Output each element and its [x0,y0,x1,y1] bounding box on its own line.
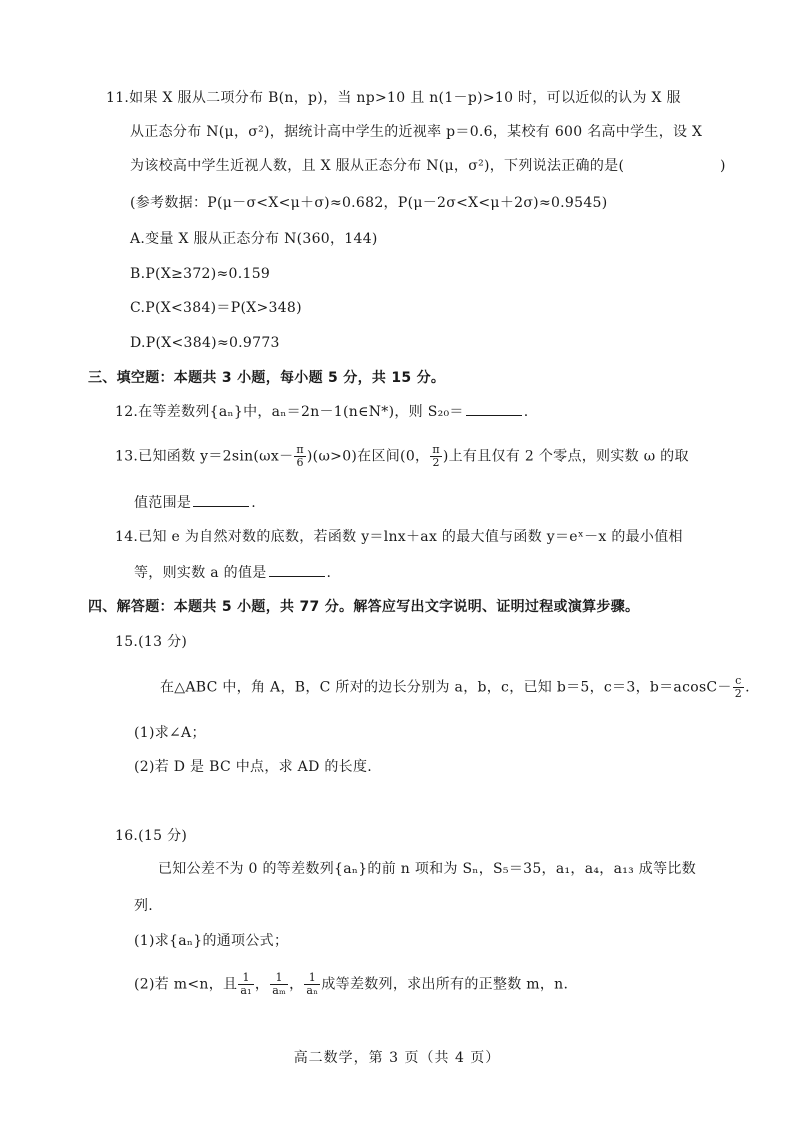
q11-line-2: 从正态分布 N(μ，σ²)，据统计高中学生的近视率 p＝0.6，某校有 600 名高中学生，设 X [130,124,703,140]
q16-sep-2: ， [289,976,304,993]
q16-frac-1-an [304,972,320,997]
q15-frac-den: 2 [734,687,743,700]
q15-frac-num: c [733,675,744,688]
q16-stem-line-1: 已知公差不为 0 的等差数列{aₙ}的前 n 项和为 Sₙ，S₅＝35，a₁，a₄，a₁₃ 成等比数 [158,861,696,877]
q16-frac-1-am [270,972,288,997]
q13-frac2-num: π [432,443,440,456]
q13-frac1-num: π [296,443,304,456]
q16-part-2-text-a: (2)若 m<n，且 [134,976,238,993]
q16-frac3-num: 1 [304,972,320,985]
q14-line-1: 14.已知 e 为自然对数的底数，若函数 y＝lnx＋ax 的最大值与函数 y＝eˣ－x 的最小值相 [115,529,683,545]
q13-frac1-den: 6 [296,456,304,469]
q16-frac2-num: 1 [270,972,288,985]
q16-part-2 [134,972,568,997]
q13-text-c: )上有且仅有 2 个零点，则实数 ω 的取 [442,448,689,465]
q16-frac2-den: aₘ [272,984,287,997]
q16-sep-1: ， [254,976,270,993]
q15-stem-end: . [745,679,750,696]
q13-text-a: 13.已知函数 y＝2sin(ωx－ [115,448,294,465]
q13-answer-blank[interactable] [193,492,249,507]
section-3-title: 三、填空题：本题共 3 小题，每小题 5 分，共 15 分。 [88,370,446,386]
q13-line-2 [134,492,256,513]
q13-frac-pi-2 [430,444,442,469]
q15-part-1: (1)求∠A； [134,725,206,741]
q11-option-b: B.P(X≥372)≈0.159 [130,266,271,282]
page-footer: 高二数学，第 3 页（共 4 页） [293,1050,501,1066]
q13-text-b: )(ω>0)在区间(0， [306,448,430,465]
q16-part-1: (1)求{aₙ}的通项公式； [134,933,289,949]
q15-stem-text: 在△ABC 中，角 A，B，C 所对的边长分别为 a，b，c，已知 b＝5，c＝3，b＝acosC－ [160,679,732,696]
q14-line-2-text: 等，则实数 a 的值是 [134,565,267,581]
q16-frac3-den: aₙ [306,984,319,997]
q13-frac2-den: 2 [432,456,440,469]
q15-frac-c-2 [733,675,744,700]
q13-line-2-end: . [251,495,256,511]
q11-option-c: C.P(X<384)＝P(X>348) [130,300,302,316]
q11-option-a: A.变量 X 服从正态分布 N(360，144) [130,231,378,247]
q12-line [115,401,529,422]
q11-line-1: 11.如果 X 服从二项分布 B(n，p)，当 np>10 且 n(1－p)>10 时，可以近似的认为 X 服 [106,90,681,106]
q16-part-2-text-b: 成等差数列，求出所有的正整数 m，n. [321,976,569,993]
q16-frac1-den: a₁ [240,984,252,997]
q14-answer-blank[interactable] [269,562,325,577]
q11-reference-data: (参考数据：P(μ－σ<X<μ＋σ)≈0.682，P(μ－2σ<X<μ＋2σ)≈0.9545) [130,195,608,211]
q11-option-d: D.P(X<384)≈0.9773 [130,335,280,351]
q16-stem-line-2: 列. [134,898,154,914]
q11-answer-paren-close: ) [720,158,726,174]
q11-line-3-text: 为该校高中学生近视人数，且 X 服从正态分布 N(μ，σ²)，下列说法正确的是( [130,158,625,174]
q12-end: . [523,404,529,420]
q13-frac-pi-6 [294,444,306,469]
q13-line-2-text: 值范围是 [134,495,192,511]
q16-frac-1-a1 [238,972,254,997]
q15-heading: 15.(13 分) [115,634,188,650]
q16-heading: 16.(15 分) [115,828,188,844]
q14-line-2 [134,562,331,583]
q11-line-3 [130,156,624,176]
q15-part-2: (2)若 D 是 BC 中点，求 AD 的长度. [134,759,373,775]
q16-frac1-num: 1 [238,972,254,985]
q13-line-1 [115,444,689,469]
q14-line-2-end: . [326,565,332,581]
q12-answer-blank[interactable] [466,401,522,416]
q12-text: 12.在等差数列{aₙ}中，aₙ＝2n－1(n∈N*)，则 S₂₀＝ [115,404,464,420]
section-4-title: 四、解答题：本题共 5 小题，共 77 分。解答应写出文字说明、证明过程或演算步骤。 [88,599,640,615]
q15-stem [160,675,750,700]
